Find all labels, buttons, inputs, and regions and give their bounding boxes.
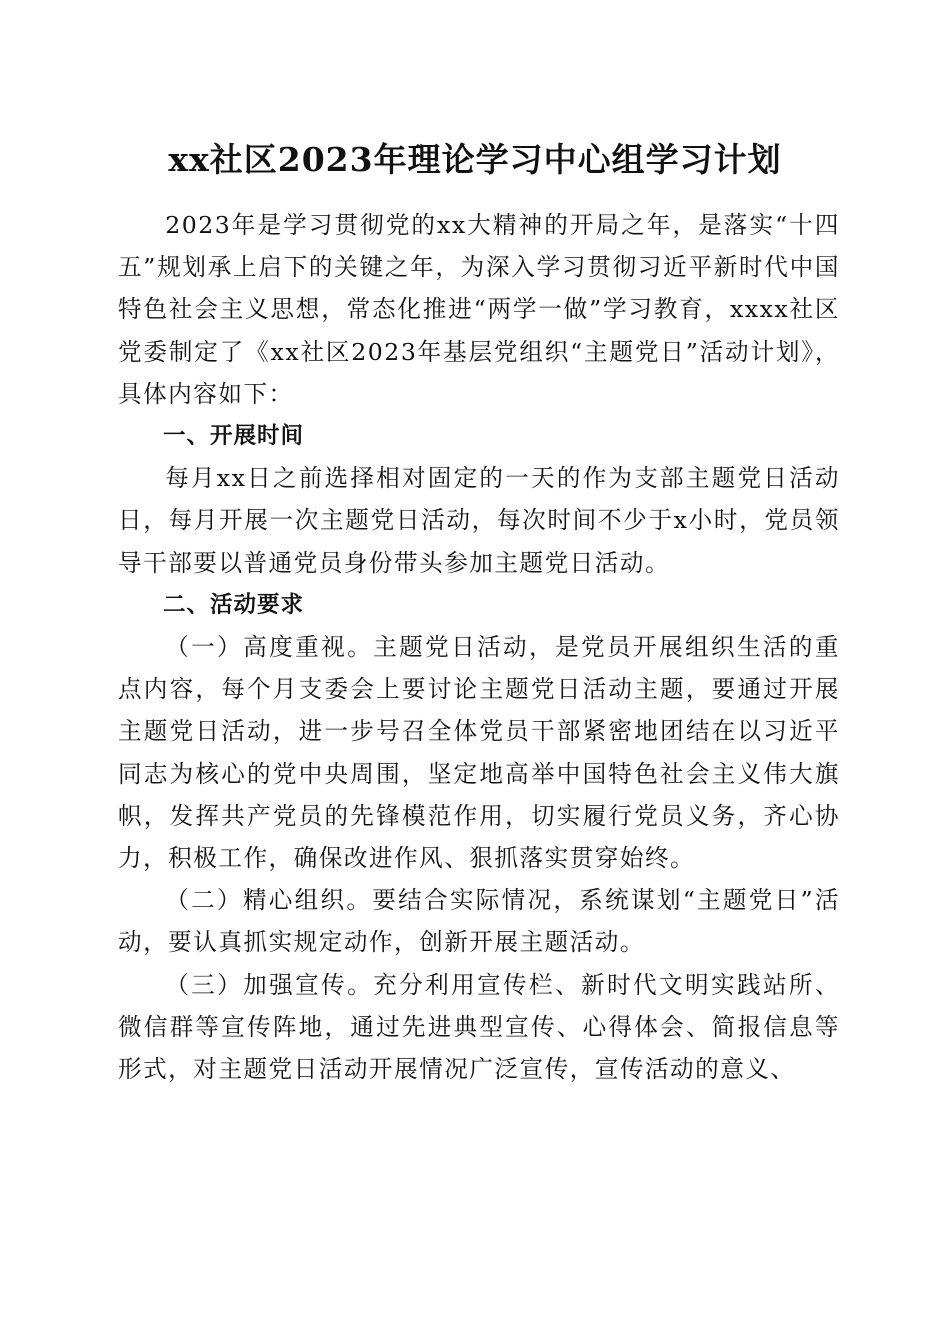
section-paragraph-time: 每月xx日之前选择相对固定的一天的作为支部主题党日活动日，每月开展一次主题党日活动，每次时间不少于x小时，党员领导干部要以普通党员身份带头参加主题党日活动。 bbox=[118, 464, 840, 577]
requirement-item-organize: （二）精心组织。要结合实际情况，系统谋划“主题党日”活动，要认真抓实规定动作，创新开展主题活动。 bbox=[118, 886, 840, 957]
intro-paragraph: 2023年是学习贯彻党的xx大精神的开局之年，是落实“十四五”规划承上启下的关键之年，为深入学习贯彻习近平新时代中国特色社会主义思想，常态化推进“两学一做”学习教育，xxxx社区党委制定了《xx社区2023年基层党组织“主题党日”活动计划》，具体内容如下： bbox=[118, 211, 840, 408]
section-heading-time: 一、开展时间 bbox=[163, 423, 305, 450]
document-title: xx社区2023年理论学习中心组学习计划 bbox=[168, 140, 782, 179]
document-body bbox=[118, 204, 840, 1090]
section-heading-requirements: 二、活动要求 bbox=[163, 591, 305, 618]
requirement-item-publicity: （三）加强宣传。充分利用宣传栏、新时代文明实践站所、微信群等宣传阵地，通过先进典型宣传、心得体会、简报信息等形式，对主题党日活动开展情况广泛宣传，宣传活动的意义、 bbox=[118, 970, 840, 1084]
requirement-item-attention: （一）高度重视。主题党日活动，是党员开展组织生活的重点内容，每个月支委会上要讨论主题党日活动主题，要通过开展主题党日活动，进一步号召全体党员干部紧密地团结在以习近平同志为核心的党中央周围，坚定地高举中国特色社会主义伟大旗帜，发挥共产党员的先锋模范作用，切实履行党员义务，齐心协力，积极工作，确保改进作风、狠抓落实贯穿始终。 bbox=[118, 633, 840, 873]
